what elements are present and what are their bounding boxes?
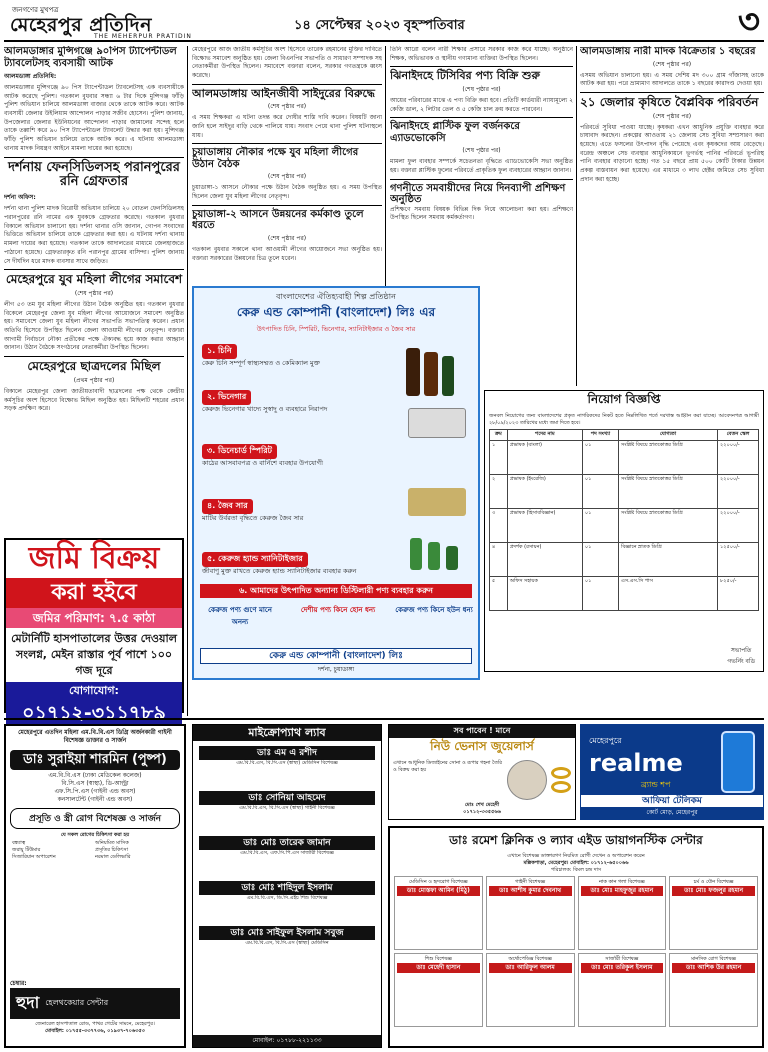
divider — [4, 269, 184, 270]
article-body: এ সময় শিক্ষকরা এ ঘটনা তদন্ত করে দোষীর শাস্তি দাবি করেন। বিষয়টি জানা জানি হলে সাইদুর বাড়ি থেকে পালিয়ে যায়। সংবাদ পেয়ে থানা পুলিশ ঘটনাস্থলে যায়। — [192, 114, 382, 139]
continued-label: (শেষ পৃষ্ঠার পর) — [267, 173, 307, 181]
continued-label: (শেষ পৃষ্ঠার পর) — [267, 234, 307, 242]
jewel-ad-description: এখানে আধুনিক ডিজাইনের সোনা ও রূপার গহনা তৈরি ও বিক্রয় করা হয় — [393, 760, 503, 773]
keru-product-item — [202, 384, 402, 414]
land-ad-title: জমি বিক্রয় — [6, 540, 182, 578]
realme-brand: realme — [589, 749, 683, 777]
land-ad-subtitle: করা হইবে — [6, 578, 182, 608]
proprietor-photo — [507, 760, 547, 800]
table-cell: ০১ — [582, 441, 618, 475]
column-divider — [576, 46, 577, 386]
keru-ad-subtitle: উৎপাদিত চিনি, স্পিরিট, ভিনেগার, স্যানিটাইজার ও জৈব সার — [256, 325, 416, 333]
clinic-doctor-card — [486, 876, 575, 950]
keru-product-line: কাঠের আসবাবপত্র ও বার্নিশে ব্যবহার উপযোগী — [202, 459, 323, 467]
notice-title: নিয়োগ বিজ্ঞপ্তি — [587, 392, 661, 406]
doctor-degree: কনসালটেন্ট (গাইনী এন্ড অবস) — [57, 796, 133, 804]
notice-body: জনবল নিয়োগের জন্য বাংলাদেশের প্রকৃত নাগরিকদের নিকট হতে নিম্নলিখিত শর্তে দরখাস্ত আহ্বান করা যাচ্ছে। আবেদনপত্র আগামী ২৮/০৯/২০২৩ তারিখের মধ্যে জমা দিতে হবে। — [489, 413, 759, 426]
table-cell: অফিস সহায়ক — [507, 577, 582, 611]
divider — [390, 66, 573, 67]
article-body: আলমডাঙ্গার মুন্সিগঞ্জে ৯০ পিস ট্যাপেন্টাডল ট্যাবলেটসহ এক ব্যবসায়ীকে আটক করেছে পুলিশ। গতকাল বুধবার সন্ধ্যা ৬ টার দিকে মুন্সিগঞ্জ ফাঁড়ি পুলিশ অভিযান চালিয়ে আলমডাঙ্গা বাজার থেকে তাকে আটক করে। আটক ব্যবসায়ী জেলার উইলিয়াম আন্দোলন পাড়ার সজীব হোসেন। পুলিশ জানায়, উপজেলার জেলার ইউনিয়নের আন্দোলন পাড়ার জামালের সন্দেহ হলে তাকে তল্লাশি করে ৯০ পিস ট্যাপেন্টাডল ট্যাবলেট উদ্ধার করা হয়। মুন্সিগঞ্জ ফাঁড়ি পুলিশ অভিযান চালিয়ে তাকে আটক করে। এ ঘটনায় আলমডাঙ্গা থানায় মাদক নিয়ন্ত্রণ আইনে মামলা দায়ের করা হয়েছে। — [4, 84, 184, 152]
chamber-mobile[interactable]: মোবাইল: ০১৭৫৫-৩৩৭৭৩৬, ০১৯৩৭-৭০৬৩৫৩ — [45, 1027, 145, 1034]
table-cell: ০১ — [582, 543, 618, 577]
keru-product-item — [202, 338, 402, 368]
table-cell: ১২৫০০/- — [717, 543, 758, 577]
lab-doctor-name: ডাঃ এম এ রশীদ — [199, 746, 375, 760]
clinic-address: মল্লিকপাড়া, মেহেরপুর। মোবাইল: ০১৭১২-৬৫০০৬৬ — [523, 859, 629, 866]
article-body: মামলা ফুল ব্যবহার সম্পর্কে সচেতনতা বৃদ্ধিতে এ্যাডভোকেসি সভা অনুষ্ঠিত হয়। বক্তারা প্লাস্টিক ফুলের পরিবর্তে প্রাকৃতিক ফুল ব্যবহারের আহ্বান জানান। — [390, 158, 573, 175]
article-headline[interactable]: আলমডাঙ্গায় আইনজীবী সাইদুরের বিরুদ্ধে — [192, 86, 375, 100]
lab-doctor-detail: এম.বি.বি.এস, বি.সি.এস (স্বাস্থ্য) গাইনী বিশেষজ্ঞ — [239, 805, 335, 811]
doctor-specialty: মানসিক রোগ বিশেষজ্ঞ — [691, 956, 737, 963]
table-header: যোগ্যতা — [619, 430, 718, 441]
article-headline[interactable]: ঝিনাইদহে টিসিবির পণ্য বিক্রি শুরু — [390, 69, 540, 83]
sugar-bag-icon — [408, 408, 466, 438]
chamber-address: জেনারেল হাসপাতাল রোড, পাথর গেটের সামনে, মেহেরপুর। — [35, 1021, 155, 1028]
divider — [192, 143, 382, 144]
doctor-specialty: অর্থোপেডিক্স বিশেষজ্ঞ — [508, 956, 552, 963]
masthead — [4, 4, 764, 42]
doctor-ad-top: মেহেরপুরে এতদিন মহিলা এম.বি.বি.এস ডিগ্রি অর্জনকারী গাইনী বিশেষজ্ঞ ডাক্তার ও সার্জন — [18, 729, 172, 745]
table-row — [490, 441, 759, 475]
article-body: তিনি আরো বলেন নারী শিক্ষার প্রসারে সরকার কাজ করে যাচ্ছে। অনুষ্ঠানে শিক্ষক, অভিভাবক ও স্থানীয় গণ্যমান্য ব্যক্তিরা উপস্থিত ছিলেন। — [390, 46, 573, 62]
doctor-degree: বি.সি.এস (স্বাস্থ্য), ডি-আল্ট্রা — [61, 780, 129, 788]
lab-doctor-name: ডাঃ মোঃ শাহিদুল ইসলাম — [199, 881, 375, 895]
newspaper-name[interactable]: মেহেরপুর প্রতিদিন — [10, 14, 152, 36]
continued-label: (শেষ পৃষ্ঠার পর) — [462, 147, 501, 155]
article-body: আয়ের পরিবারের মাঝে এ পণ্য বিক্রি করা হবে। প্রতিটি কার্ডধারী ন্যায্যমূল্যে ২ কেজি ডাল, ২ লিটার তেল ও ৫ কেজি চাল ক্রয় করতে পারবেন। — [390, 97, 573, 113]
service-item: প্রসূতির চিকিৎসা — [95, 847, 129, 854]
article-body: প্রশিক্ষণে সমবায় বিষয়ক বিভিন্ন দিক নিয়ে আলোচনা করা হয়। প্রশিক্ষণে উপস্থিত ছিলেন সমবায় কর্মকর্তাগণ। — [390, 205, 573, 222]
table-cell: এস.এস.সি পাস — [619, 577, 718, 611]
table-row — [490, 543, 759, 577]
keru-product-item — [202, 493, 402, 523]
article-body: মেহেরপুরে আজ জাতীয় কর্মসূচির অংশ হিসেবে তারেক রহমানের মুক্তির দাবিতে বিক্ষোভ সমাবেশ অনুষ্ঠিত হয়। জেলা বিএনপির সভাপতি ও সাধারণ সম্পাদক সহ নেতাকর্মীরা উপস্থিত ছিলেন। সমাবেশে বক্তারা বলেন, সরকার গণতন্ত্রকে ধ্বংস করেছে। — [192, 46, 382, 80]
fertilizer-bag-icon — [408, 488, 466, 516]
article-body: লীগ ৫৩ তম যুব মহিলা লীগের উঠান বৈঠক অনুষ্ঠিত হয়। গতকাল বুধবার বিকেলে মেহেরপুর জেলা যুব মহিলা লীগের আয়োজনে সমাবেশ অনুষ্ঠিত হয়। সমাবেশে জেলা যুব মহিলা লীগের সভাপতি সভাপতিত্ব করেন। প্রধান অতিথি হিসেবে উপস্থিত ছিলেন জেলা আওয়ামী লীগের নেতৃবৃন্দ। বক্তারা আগামী নির্বাচনে নৌকা প্রতীকের পক্ষে ঐক্যবদ্ধ হয়ে কাজ করার আহ্বান জানান। উঠান বৈঠকে সংগঠনের নেতাকর্মীরা উপস্থিত ছিলেন। — [4, 300, 184, 352]
realme-shop-name: আফিয়া টেলিকম — [581, 795, 763, 807]
clinic-doctor-card — [669, 876, 758, 950]
realme-ad-top: মেহেরপুরে — [589, 736, 622, 745]
chamber-label: চেম্বার: — [10, 980, 27, 987]
vinegar-bottle-icon — [406, 348, 420, 396]
divider — [4, 157, 184, 158]
article-headline[interactable]: গণনীতে সমবায়ীদের নিয়ে দিনব্যাপী প্রশিক্ষণ অনুষ্ঠিত — [390, 182, 566, 206]
table-cell: ১ — [490, 441, 508, 475]
divider — [4, 356, 184, 357]
doctor-name: ডাঃ মোঃ মাহফুজুর রহমান — [581, 886, 664, 896]
doctor-name: ডাঃ আরিফুল আলম — [489, 963, 572, 973]
keru-product-line: জীবাণু মুক্ত রাখতে কেরুজ হ্যান্ড স্যানিটাইজার ব্যবহার করুন — [202, 567, 357, 575]
table-cell: ৪ — [490, 543, 508, 577]
issue-date: ১৪ সেপ্টেম্বর ২০২৩ বৃহস্পতিবার — [294, 18, 465, 33]
article-body: বিকালে মেহেরপুর জেলা জাতীয়তাবাদী ছাত্রদলের পক্ষ থেকে কেন্দ্রীয় কর্মসূচির অংশ হিসেবে বিক্ষোভ মিছিল অনুষ্ঠিত হয়। মিছিলটি শহরের প্রধান সড়ক প্রদক্ষিণ করে। — [4, 387, 184, 413]
article-headline[interactable]: দর্শনায় ফেনসিডিলসহ পরানপুরের রনি গ্রেফতার — [8, 159, 180, 190]
clinic-doctor-card — [578, 876, 667, 950]
article-headline[interactable]: মেহেরপুরে যুব মহিলা লীগের সমাবেশ — [5, 272, 183, 287]
recruitment-notice[interactable] — [484, 390, 764, 672]
keru-product-item — [202, 546, 402, 576]
keru-product-heading: ৫. কেরুজ হ্যান্ড স্যানিটাইজার — [202, 552, 308, 567]
clinic-owner: পরিচালক: বিমল চন্দ্র দাস — [550, 866, 602, 873]
article-headline[interactable]: চুয়াডাঙ্গা-২ আসনে উন্নয়নের কর্মকাণ্ড তুলে ধরতে — [192, 208, 364, 232]
doctor-specialty: মেডিসিন ও হৃদরোগ বিশেষজ্ঞ — [409, 879, 468, 886]
land-ad-address: মেটার্নিটি হাসপাতালের উত্তর দেওয়াল সংলগ্ন, মেইন রাস্তার পূর্ব পাশে ১০০ গজ দূরে — [11, 632, 177, 677]
smartphone-icon — [721, 731, 755, 793]
table-cell: ২২০০০/- — [717, 509, 758, 543]
keru-product-line: কেরুজ ভিনেগার খাদ্যে সুস্বাদু ও ব্যবহারে নিরাপদ — [202, 405, 328, 413]
service-item: অনিয়মিত মাসিক — [95, 840, 129, 847]
doctor-name: ডাঃ মোঃ ফজলুর রহমান — [672, 886, 755, 896]
divider — [390, 117, 573, 118]
article-byline: দর্শনা অফিস: — [4, 194, 36, 202]
bottle-icon — [442, 356, 454, 396]
lab-doctor-detail: এম.বি.বি.এস, বি.সি.এস (স্বাস্থ্য) মেডিসিন বিশেষজ্ঞ — [236, 760, 338, 766]
jewel-proprietor: মোঃ শেখ মেহেদী — [464, 802, 500, 808]
article-headline[interactable]: ২১ জেলার কৃষিতে বৈপ্লবিক পরিবর্তন — [580, 94, 759, 109]
realme-ad[interactable] — [580, 724, 764, 820]
column-2 — [192, 46, 382, 284]
clinic-doctor-card — [394, 876, 483, 950]
doctor-degree: এম.বি.বি.এস (ঢাকা মেডিকেল কলেজ) — [48, 772, 142, 780]
keru-product-heading: ১. চিনি — [202, 344, 237, 359]
table-header: পদের নাম — [507, 430, 582, 441]
lab-doctor-name: ডাঃ মোঃ তারেক জামান — [199, 836, 375, 850]
chamber-subtitle: হেলথকেয়ার সেন্টার — [45, 998, 109, 1008]
land-ad-area: জমির পরিমাণ: ৭.৫ কাঠা — [6, 608, 182, 628]
keru-slogan-left: কেরুজ পণ্য গুণে মানে অনন্য — [208, 606, 272, 626]
article-headline[interactable]: ঝিনাইদহে প্লাস্টিক ফুল বর্জনকরে এ্যাডভোকেসি — [390, 121, 520, 144]
table-cell: ০১ — [582, 509, 618, 543]
table-cell: ২২০০০/- — [717, 475, 758, 509]
masthead-tagline: জনগণের মুখপত্র — [12, 6, 59, 14]
table-cell: সংশ্লিষ্ট বিষয়ে স্নাতকোত্তর ডিগ্রি — [619, 441, 718, 475]
table-cell: ২ — [490, 475, 508, 509]
lab-doctor-detail: এম.বি.বি.এস, বি.সি.এস (স্বাস্থ্য) মেডিসিন — [245, 940, 329, 946]
continued-label: (শেষ পৃষ্ঠার পর) — [462, 86, 501, 94]
column-3 — [390, 46, 573, 284]
keru-product-line: কেরু চিনি সম্পূর্ণ স্বাস্থ্যসম্মত ও কেমিক্যাল মুক্ত — [202, 359, 320, 367]
table-cell: সংশ্লিষ্ট বিষয়ে স্নাতকোত্তর ডিগ্রি — [619, 509, 718, 543]
continued-label: (শেষ পৃষ্ঠার পর) — [74, 289, 114, 297]
lab-name: মাইক্রোপ্যাথ ল্যাব — [193, 725, 381, 741]
lab-doctor-name: ডাঃ মোঃ সাইফুল ইসলাম সবুজ — [199, 926, 375, 940]
doctor-specialty: প্রসূতি ও স্ত্রী রোগ বিশেষজ্ঞ ও সার্জন — [10, 808, 180, 829]
keru-ad-top: বাংলাদেশের ঐতিহ্যবাহী শিল্প প্রতিষ্ঠান — [276, 292, 396, 301]
jewellers-ad[interactable] — [388, 724, 576, 820]
land-sale-ad[interactable] — [4, 538, 184, 724]
keru-product-heading: ২. ভিনেগার — [202, 390, 251, 405]
table-cell: সংশ্লিষ্ট বিষয়ে স্নাতকোত্তর ডিগ্রি — [619, 475, 718, 509]
continued-label: (শেষ পৃষ্ঠার পর) — [652, 112, 692, 120]
doctor-specialty: নাক কান গলা বিশেষজ্ঞ — [598, 879, 645, 886]
column-divider — [385, 46, 386, 286]
table-cell: ৫ — [490, 577, 508, 611]
table-cell: প্রভাষক (ইংরেজি) — [507, 475, 582, 509]
lab-doctor-name: ডাঃ সোনিয়া আহমেদ — [199, 791, 375, 805]
ring-icon — [551, 767, 571, 779]
doctor-name: ডাঃ আশীষ কুমার দেবনাথ — [489, 886, 572, 896]
article-byline: আলমডাঙ্গা প্রতিনিধি: — [4, 73, 57, 80]
lab-footer[interactable]: মোবাইল: ০১৭৮৮-২২১১৩৩ — [193, 1035, 381, 1047]
table-row — [490, 509, 759, 543]
realme-shop-address: কোর্ট মোড়, মেহেরপুর — [646, 809, 698, 816]
table-cell: প্রভাষক (হিসাববিজ্ঞান) — [507, 509, 582, 543]
service-item: জরায়ু টিউমার — [12, 847, 41, 854]
keru-slogan-right: কেরুজ পণ্য কিনে হউন ধন্য — [395, 606, 473, 614]
newspaper-name-english: THE MEHERPUR PRATIDIN — [94, 33, 192, 40]
notice-signer: সভাপতি গভর্নিং বডি — [727, 647, 755, 665]
table-row — [490, 475, 759, 509]
divider — [192, 84, 382, 85]
table-header: ক্রম — [490, 430, 508, 441]
doctor-name: ডাঃ মোঃ তরিকুল ইসলাম — [581, 963, 664, 973]
doctor-ad[interactable] — [4, 724, 186, 1048]
notice-table — [489, 429, 759, 611]
clinic-doctor-card — [394, 953, 483, 1027]
article-headline[interactable]: আলমডাঙ্গার মুন্সিগঞ্জে ৯০পিস ট্যাপেন্টাডল ট্যাবলেটসহ ব্যবসায়ী আটক — [4, 46, 177, 69]
clinic-doctor-card — [486, 953, 575, 1027]
sanitizer-bottle-icon — [428, 542, 440, 570]
article-body: গতকাল বুধবার সকালে থানা আওয়ামী লীগের আয়োজনে সভা অনুষ্ঠিত হয়। বক্তারা সরকারের উন্নয়নের চিত্র তুলে ধরেন। — [192, 245, 382, 262]
jewel-ad-top: সব পাবেন ! মানে — [389, 725, 575, 738]
keru-ad-name: কেরু এন্ড কোম্পানী (বাংলাদেশ) লিঃ এর — [236, 305, 436, 319]
article-headline[interactable]: আলমডাঙ্গায় নারী মাদক বিক্রেতার ১ বছরের — [580, 46, 756, 57]
spirit-bottle-icon — [424, 352, 438, 396]
chamber-name: হুদা — [16, 993, 40, 1013]
clinic-subtitle: এখানে বিশেষজ্ঞ ডাক্তারগণ নিয়মিত রোগী দেখেন ও অপারেশন করেন — [507, 853, 645, 859]
doctor-name: ডাঃ সুরাইয়া শারমিন (পুষ্প) — [10, 750, 180, 770]
keru-ad-banner: ৬. আমাদের উৎপাদিত অন্যান্য ডিস্টিলারী পণ্য ব্যবহার করুন — [200, 584, 472, 598]
continued-label: (প্রথম পৃষ্ঠার পর) — [73, 376, 115, 384]
table-cell: ২২০০০/- — [717, 441, 758, 475]
doctor-specialty: শিশু বিশেষজ্ঞ — [424, 956, 452, 963]
clinic-doctor-grid — [390, 873, 762, 1030]
chamber-box — [10, 988, 180, 1019]
keru-product-line: মাটির উর্বরতা বৃদ্ধিতে কেরুজ জৈব সার — [202, 514, 304, 522]
table-cell: ৮২৫০/- — [717, 577, 758, 611]
doctor-name: ডাঃ মেহেদী হাসান — [397, 963, 480, 973]
doctor-name: ডাঃ মোস্তফা আমিন (মিঠু) — [397, 886, 480, 896]
table-row — [490, 577, 759, 611]
service-item: নরমাল ডেলিভারি — [95, 853, 131, 860]
land-ad-phone[interactable]: ০১৭১২-৩১১৭৮৯ — [6, 701, 182, 725]
article-headline[interactable]: মেহেরপুরে ছাত্রদলের মিছিল — [27, 359, 161, 374]
article-headline[interactable]: চুয়াডাঙ্গায় নৌকার পক্ষে যুব মহিলা লীগের উঠান বৈঠক — [192, 147, 359, 170]
doctor-specialty: চর্ম ও যৌন বিশেষজ্ঞ — [693, 879, 734, 886]
column-1 — [4, 46, 184, 534]
table-cell: ০১ — [582, 475, 618, 509]
table-header: বেতন স্কেল — [717, 430, 758, 441]
table-cell: ০১ — [582, 577, 618, 611]
page-number: ৩ — [737, 2, 760, 42]
realme-ad-sub: ব্র্যান্ড শপ — [641, 780, 671, 789]
jewel-phone[interactable]: ০১৭১২-৩৩৫৫৬৬ — [463, 808, 501, 815]
service-item: সিজারিয়ান অপারেশন — [12, 853, 56, 860]
jewel-shop-name: নিউ ভেনাস জুয়েলার্স — [430, 739, 534, 753]
keru-ad-footer: কেরু এন্ড কোম্পানী (বাংলাদেশ) লিঃ — [200, 648, 472, 664]
doctor-specialty: গাইনী বিশেষজ্ঞ — [515, 879, 546, 886]
doctor-degree: এফ.সি.পি.এস (গাইনী এন্ড অবস) — [54, 788, 136, 796]
article-body: চুয়াডাঙ্গা-১ আসনে নৌকার পক্ষে উঠান বৈঠক অনুষ্ঠিত হয়। এ সময় উপস্থিত ছিলেন জেলা যুব মহিলা লীগের নেতৃবৃন্দ। — [192, 184, 382, 201]
service-item: বন্ধ্যাত্ব — [12, 840, 26, 847]
article-body: দর্শনা থানা পুলিশ মাদক বিরোধী অভিযান চালিয়ে ২০ বোতল ফেনসিডিলসহ পরানপুরের রনি নামের এক যুবককে গ্রেফতার করেছে। গতকাল বুধবার বিকালে অভিযান চালানো হয়। দর্শনা থানার ওসি জানান, গোপন সংবাদের ভিত্তিতে অভিযান চালিয়ে তাকে গ্রেফতার করা হয়। এ ঘটনায় দর্শনা থানায় মামলা দায়ের করা হয়েছে। গতকাল তাকে আদালতের মাধ্যমে জেলহাজতে পাঠানো হয়েছে। গ্রেফতারকৃত রনি পরানপুর গ্রামের বাসিন্দা। পুলিশ জানায় সে দীর্ঘদিন ধরে মাদক ব্যবসার সাথে জড়িত। — [4, 205, 184, 265]
keru-slogan-middle: দেশীয় পণ্য কিনে হোন ধন্য — [300, 606, 376, 614]
section-divider — [4, 718, 764, 720]
divider — [192, 205, 382, 206]
article-body: পরিবর্তে সুবিধা পাওয়া যাচ্ছে। কৃষকরা এখন আধুনিক প্রযুক্তি ব্যবহার করে চাষাবাদ করছেন। প্রকল্পের আওতায় ২১ জেলায় সেচ সুবিধা সম্প্রসারণ করা হয়েছে। এতে ফসলের উৎপাদন বৃদ্ধি পেয়েছে এবং কৃষকদের আয় বেড়েছে। বরেন্দ্র অঞ্চলে সেচ ব্যবস্থার আধুনিকায়নে ভূগর্ভস্থ পানির পরিবর্তে ভূপরিস্থ পানি ব্যবহার বাড়ানো হচ্ছে। গত ১৫ বছরে প্রায় ৫০০ কোটি টাকার উন্নয়ন প্রকল্প বাস্তবায়ন করা হয়েছে। এর মাধ্যমে ৩ লাখ হেক্টর জমিতে সেচ সুবিধা প্রদান করা হচ্ছে। — [580, 123, 764, 183]
sanitizer-bottle-icon — [410, 538, 422, 570]
keru-ad-address: দর্শনা, চুয়াডাঙ্গা — [317, 666, 355, 673]
lab-doctor-detail: এম.বি.বি.এস, এফ.সি.পি.এস সার্জারী বিশেষজ্ঞ — [240, 850, 334, 856]
keru-product-heading: ৪. জৈব সার — [202, 499, 253, 514]
continued-label: (শেষ পৃষ্ঠার পর) — [267, 103, 307, 111]
doctor-specialty: সার্জারী বিশেষজ্ঞ — [605, 956, 639, 963]
ramesh-clinic-ad[interactable] — [388, 826, 764, 1048]
column-divider — [187, 46, 188, 716]
table-cell: প্রভাষক (বাংলা) — [507, 441, 582, 475]
clinic-doctor-card — [669, 953, 758, 1027]
table-header: পদ সংখ্যা — [582, 430, 618, 441]
keru-company-ad[interactable] — [192, 286, 480, 680]
bangle-icon — [551, 781, 571, 793]
table-cell: প্রদর্শক (রসায়ন) — [507, 543, 582, 577]
divider — [390, 179, 573, 180]
keru-product-item — [202, 438, 402, 468]
services-title: যে সকল রোগের চিকিৎসা করা হয় — [60, 831, 130, 838]
clinic-doctor-card — [578, 953, 667, 1027]
lab-doctor-detail: এম.বি.বি.এস, ডি.সি.এইচ শিশু বিশেষজ্ঞ — [246, 895, 328, 901]
table-cell: ৩ — [490, 509, 508, 543]
sanitizer-bottle-icon — [446, 546, 458, 570]
land-ad-contact-label: যোগাযোগ: — [6, 682, 182, 701]
doctor-name: ডাঃ আশিক উর রহমান — [672, 963, 755, 973]
article-body: এসময় অভিযান চালানো হয়। এ সময় দেশিয় মদ ৩০০ গ্রাম গাঁজাসহ তাকে আটক করা হয়। পরে ভ্রাম্যমাণ আদালতে তাকে ১ বছরের কারাদণ্ড দেওয়া হয়। — [580, 71, 764, 88]
table-cell: বিজ্ঞানে স্নাতক ডিগ্রি — [619, 543, 718, 577]
column-4 — [580, 46, 764, 386]
divider — [580, 92, 764, 93]
micropath-lab-ad[interactable] — [192, 724, 382, 1048]
clinic-name: ডাঃ রমেশ ক্লিনিক ও ল্যাব এইড ডায়াগনস্টিক সেন্টার — [449, 833, 703, 847]
keru-product-heading: ৩. ডিনেচার্ড স্পিরিট — [202, 444, 277, 459]
continued-label: (শেষ পৃষ্ঠার পর) — [652, 60, 692, 68]
services-list — [6, 838, 184, 862]
